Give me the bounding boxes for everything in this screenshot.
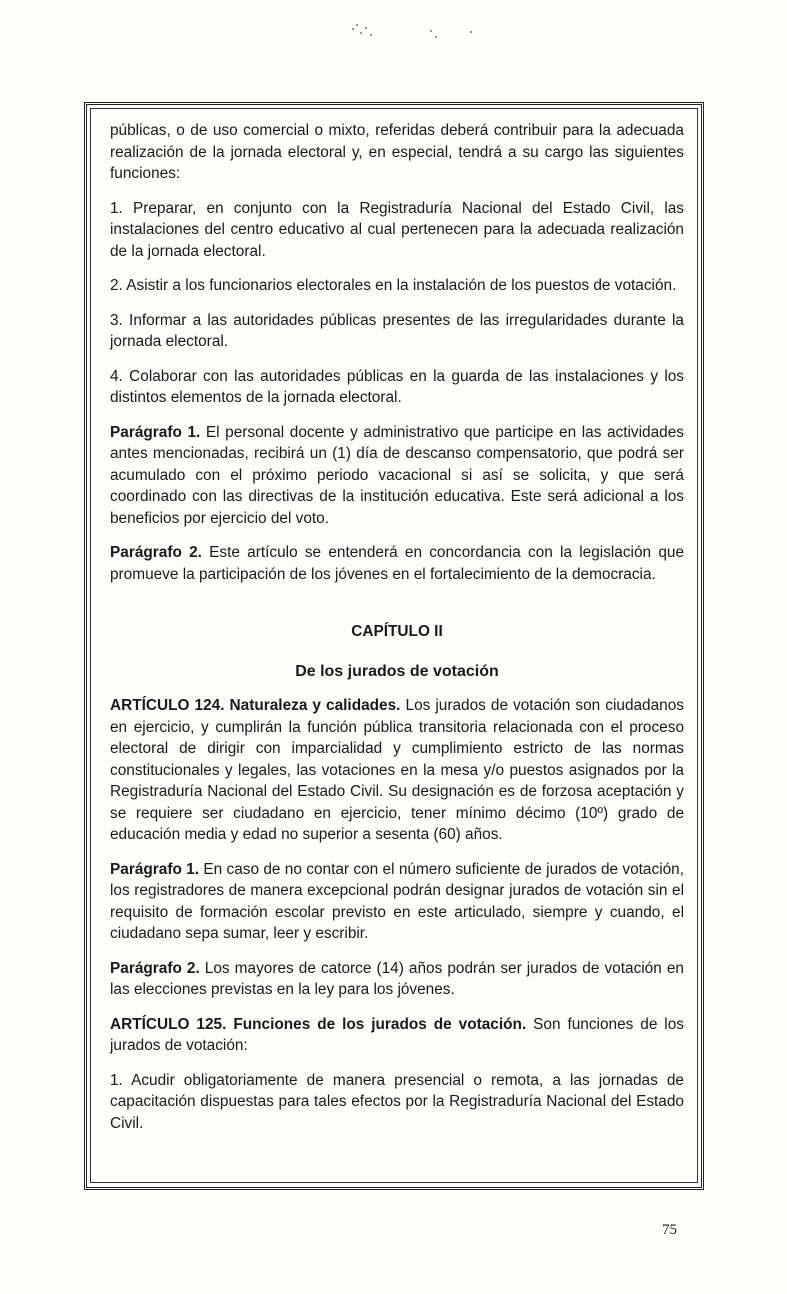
chapter-title: CAPÍTULO II (351, 623, 443, 640)
page-number: 75 (662, 1222, 677, 1238)
list-item: 2. Asistir a los funcionarios electorales en la instalación de los puestos de votación. (110, 277, 677, 294)
article-heading: ARTÍCULO 125. Funciones de los jurados de votación. (110, 1015, 527, 1033)
article-text: Son funciones de los jurados de votación: (110, 1015, 684, 1054)
paragraph-label: Parágrafo 2. (110, 959, 200, 977)
paragraph-1 (110, 422, 684, 530)
intro-paragraph: públicas, o de uso comercial o mixto, referidas deberá contribuir para la adecuada realización de la jornada electoral y, en especial, tendrá a su cargo las siguientes funciones: (110, 122, 684, 182)
paragraph-text: Los mayores de catorce (14) años podrán ser jurados de votación en las elecciones previstas en la ley para los jóvenes. (110, 959, 684, 998)
article-heading: ARTÍCULO 124. Naturaleza y calidades. (110, 697, 401, 714)
paragraph-text: Este artículo se entenderá en concordancia con la legislación que promueve la participación de los jóvenes en el fortalecimiento de la democracia. (110, 544, 684, 583)
paragraph-text: El personal docente y administrativo que participe en las actividades antes mencionadas, recibirá un (1) día de descanso compensatorio, que podrá ser acumulado con el próximo periodo vacacional si así se solicita, y que será coordinado con las directivas de la institución educativa. Este será adicional a los beneficios por ejercicio del voto. (110, 423, 684, 527)
paragraph-text: En caso de no contar con el número suficiente de jurados de votación, los registradores de manera excepcional podrán designar jurados de votación sin el requisito de formación escolar previsto en este articulado, siempre y cuando, el ciudadano sepa sumar, leer y escribir. (110, 860, 685, 942)
article-124-paragraph-2 (110, 958, 684, 1001)
chapter-subtitle: De los jurados de votación (295, 662, 499, 680)
list-item: 3. Informar a las autoridades públicas presentes de las irregularidades durante la jornada electoral. (110, 311, 684, 350)
article-125 (110, 1014, 684, 1057)
list-item: 1. Acudir obligatoriamente de manera presencial o remota, a las jornadas de capacitación dispuestas para tales efectos por la Registraduría Nacional del Estado Civil. (110, 1071, 684, 1132)
paragraph-label: Parágrafo 2. (110, 544, 202, 561)
paragraph-2 (110, 542, 684, 585)
paragraph-label: Parágrafo 1. (110, 860, 200, 878)
document-body (110, 120, 684, 1147)
list-item: 4. Colaborar con las autoridades públicas en la guarda de las instalaciones y los distintos elementos de la jornada electoral. (110, 367, 684, 406)
paragraph-label: Parágrafo 1. (110, 423, 201, 441)
list-item: 1. Preparar, en conjunto con la Registraduría Nacional del Estado Civil, las instalaciones del centro educativo al cual pertenecen para la adecuada realización de la jornada electoral. (110, 199, 684, 260)
article-124-paragraph-1 (110, 859, 684, 945)
article-124 (110, 695, 684, 846)
article-text: Los jurados de votación son ciudadanos en ejercicio, y cumplirán la función pública transitoria relacionada con el proceso electoral de dirigir con imparcialidad y cumplimiento estricto de las normas constitucionales y legales, las votaciones en la mesa y/o puestos asignados por la Registraduría Nacional del Estado Civil. Su designación es de forzosa aceptación y se requiere ser ciudadano en ejercicio, tener mínimo décimo (10º) grado de educación media y edad no superior a sesenta (60) años. (110, 697, 684, 843)
scan-artifacts (330, 22, 490, 52)
